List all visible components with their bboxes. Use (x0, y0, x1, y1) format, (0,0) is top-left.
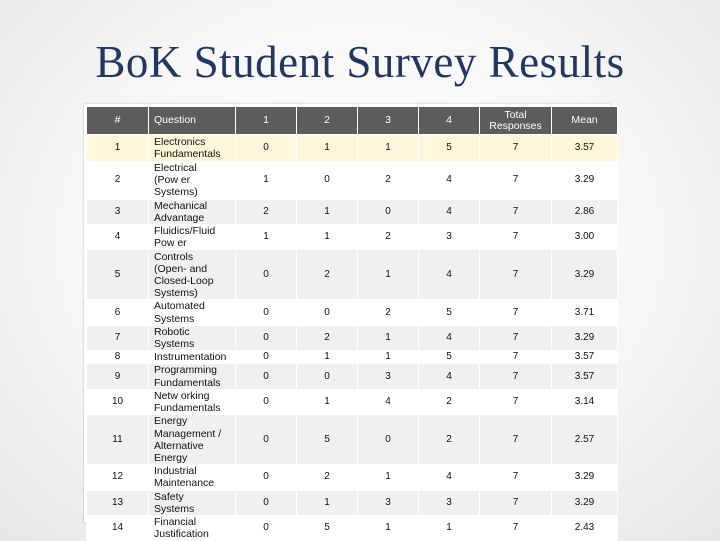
row-score-1-count: 0 (236, 325, 297, 350)
survey-results-table (86, 106, 618, 541)
header-question: Question (149, 107, 236, 135)
row-score-4-count: 5 (419, 300, 480, 325)
row-question: Mechanical Advantage (149, 199, 236, 224)
row-number: 13 (87, 490, 149, 515)
row-score-4-count: 3 (419, 490, 480, 515)
row-score-1-count: 2 (236, 199, 297, 224)
row-score-4-count: 1 (419, 516, 480, 541)
header-score-2: 2 (297, 107, 358, 135)
row-score-4-count: 2 (419, 415, 480, 465)
row-mean: 3.29 (552, 325, 618, 350)
row-score-3-count: 2 (358, 225, 419, 250)
row-number: 6 (87, 300, 149, 325)
table-row (87, 199, 618, 224)
row-score-2-count: 2 (297, 250, 358, 300)
row-question: Netw orking Fundamentals (149, 389, 236, 414)
row-score-2-count: 0 (297, 162, 358, 200)
row-score-3-count: 0 (358, 415, 419, 465)
header-score-3: 3 (358, 107, 419, 135)
row-question: Safety Systems (149, 490, 236, 515)
row-score-2-count: 1 (297, 225, 358, 250)
table-row (87, 351, 618, 364)
row-score-3-count: 1 (358, 465, 419, 490)
row-score-4-count: 5 (419, 351, 480, 364)
row-score-3-count: 4 (358, 389, 419, 414)
row-number: 8 (87, 351, 149, 364)
row-total-responses: 7 (480, 516, 552, 541)
row-score-1-count: 0 (236, 351, 297, 364)
row-question: Financial Justification (149, 516, 236, 541)
row-question: Automated Systems (149, 300, 236, 325)
row-question: Fluidics/Fluid Pow er (149, 225, 236, 250)
row-mean: 3.57 (552, 135, 618, 162)
row-question: Industrial Maintenance (149, 465, 236, 490)
row-question: Controls (Open- and Closed-Loop Systems) (149, 250, 236, 300)
row-score-3-count: 3 (358, 490, 419, 515)
row-mean: 3.71 (552, 300, 618, 325)
row-number: 12 (87, 465, 149, 490)
row-score-3-count: 1 (358, 135, 419, 162)
row-number: 5 (87, 250, 149, 300)
row-question: Electronics Fundamentals (149, 135, 236, 162)
row-score-2-count: 1 (297, 351, 358, 364)
row-score-3-count: 1 (358, 351, 419, 364)
row-mean: 3.57 (552, 364, 618, 389)
row-mean: 3.29 (552, 465, 618, 490)
header-total-responses: Total Responses (480, 107, 552, 135)
row-score-4-count: 4 (419, 465, 480, 490)
row-number: 4 (87, 225, 149, 250)
table-row (87, 415, 618, 465)
table-row (87, 364, 618, 389)
row-total-responses: 7 (480, 199, 552, 224)
row-total-responses: 7 (480, 490, 552, 515)
row-number: 10 (87, 389, 149, 414)
row-number: 11 (87, 415, 149, 465)
table-row (87, 490, 618, 515)
row-total-responses: 7 (480, 250, 552, 300)
row-score-4-count: 4 (419, 250, 480, 300)
row-score-2-count: 2 (297, 325, 358, 350)
row-score-4-count: 5 (419, 135, 480, 162)
row-score-4-count: 4 (419, 364, 480, 389)
table-row (87, 225, 618, 250)
row-score-2-count: 1 (297, 135, 358, 162)
row-question: Electrical (Pow er Systems) (149, 162, 236, 200)
row-score-3-count: 1 (358, 250, 419, 300)
row-score-3-count: 2 (358, 162, 419, 200)
row-mean: 3.29 (552, 162, 618, 200)
row-score-4-count: 4 (419, 162, 480, 200)
row-score-1-count: 1 (236, 162, 297, 200)
row-mean: 2.57 (552, 415, 618, 465)
row-score-3-count: 3 (358, 364, 419, 389)
header-row (87, 107, 618, 135)
row-score-2-count: 5 (297, 415, 358, 465)
row-score-1-count: 0 (236, 389, 297, 414)
row-score-1-count: 1 (236, 225, 297, 250)
row-mean: 3.00 (552, 225, 618, 250)
row-score-3-count: 1 (358, 516, 419, 541)
row-mean: 3.29 (552, 250, 618, 300)
row-score-3-count: 2 (358, 300, 419, 325)
row-question: Programming Fundamentals (149, 364, 236, 389)
row-score-2-count: 0 (297, 300, 358, 325)
table-row (87, 465, 618, 490)
row-score-2-count: 0 (297, 364, 358, 389)
row-number: 1 (87, 135, 149, 162)
table-body (87, 135, 618, 541)
row-number: 3 (87, 199, 149, 224)
row-total-responses: 7 (480, 225, 552, 250)
row-total-responses: 7 (480, 389, 552, 414)
row-total-responses: 7 (480, 135, 552, 162)
row-score-4-count: 2 (419, 389, 480, 414)
row-total-responses: 7 (480, 351, 552, 364)
header-score-4: 4 (419, 107, 480, 135)
row-number: 9 (87, 364, 149, 389)
row-question: Robotic Systems (149, 325, 236, 350)
row-total-responses: 7 (480, 300, 552, 325)
row-total-responses: 7 (480, 415, 552, 465)
row-mean: 3.29 (552, 490, 618, 515)
row-total-responses: 7 (480, 162, 552, 200)
row-score-1-count: 0 (236, 300, 297, 325)
row-total-responses: 7 (480, 364, 552, 389)
row-total-responses: 7 (480, 465, 552, 490)
row-score-4-count: 4 (419, 199, 480, 224)
row-score-1-count: 0 (236, 516, 297, 541)
row-score-3-count: 1 (358, 325, 419, 350)
row-score-2-count: 1 (297, 199, 358, 224)
table-row (87, 162, 618, 200)
survey-results-table-container (84, 104, 610, 541)
header-number: # (87, 107, 149, 135)
row-mean: 2.43 (552, 516, 618, 541)
row-score-1-count: 0 (236, 135, 297, 162)
row-mean: 3.57 (552, 351, 618, 364)
row-score-1-count: 0 (236, 490, 297, 515)
row-score-2-count: 1 (297, 490, 358, 515)
row-score-4-count: 4 (419, 325, 480, 350)
header-score-1: 1 (236, 107, 297, 135)
row-total-responses: 7 (480, 325, 552, 350)
row-score-3-count: 0 (358, 199, 419, 224)
row-score-1-count: 0 (236, 415, 297, 465)
row-number: 14 (87, 516, 149, 541)
slide-title: BoK Student Survey Results (95, 37, 625, 87)
table-row (87, 325, 618, 350)
header-mean: Mean (552, 107, 618, 135)
row-number: 2 (87, 162, 149, 200)
table-row (87, 389, 618, 414)
row-question: Energy Management / Alternative Energy (149, 415, 236, 465)
row-mean: 2.86 (552, 199, 618, 224)
row-question: Instrumentation (149, 351, 236, 364)
table-row (87, 516, 618, 541)
table-row (87, 300, 618, 325)
row-mean: 3.14 (552, 389, 618, 414)
row-score-1-count: 0 (236, 364, 297, 389)
row-score-4-count: 3 (419, 225, 480, 250)
table-row (87, 250, 618, 300)
row-score-1-count: 0 (236, 250, 297, 300)
row-score-2-count: 2 (297, 465, 358, 490)
row-score-2-count: 1 (297, 389, 358, 414)
row-score-2-count: 5 (297, 516, 358, 541)
table-row (87, 135, 618, 162)
row-score-1-count: 0 (236, 465, 297, 490)
row-number: 7 (87, 325, 149, 350)
